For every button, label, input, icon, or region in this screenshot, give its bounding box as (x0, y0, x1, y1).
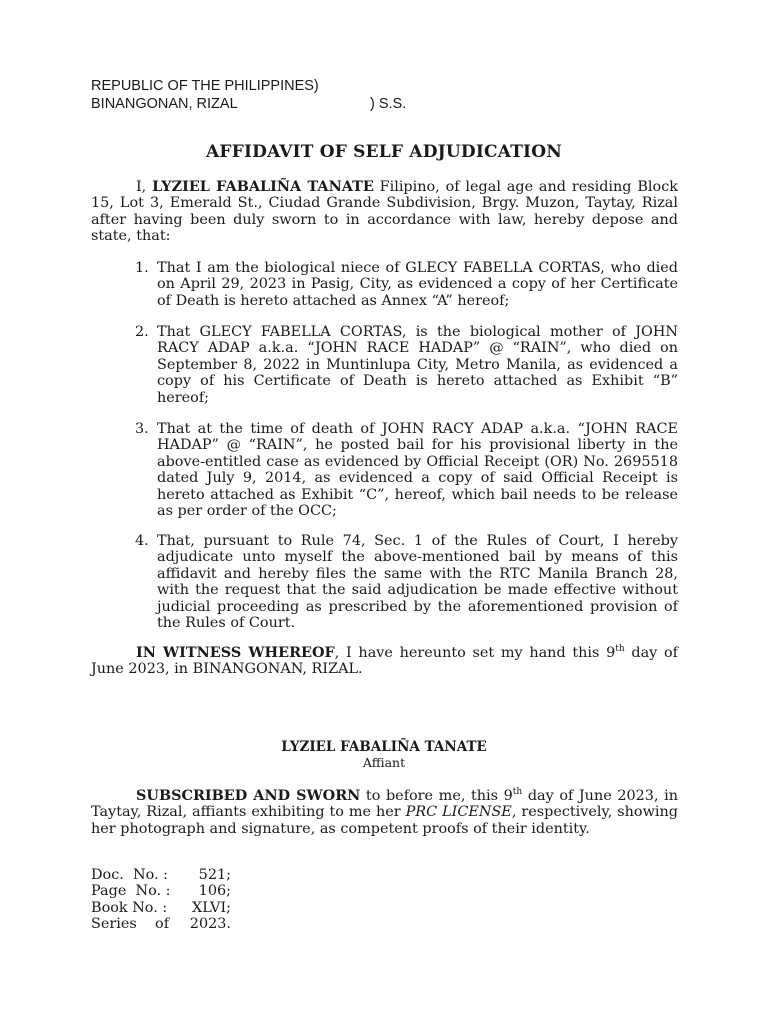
list-item-number: 3. (135, 421, 149, 437)
witness-paragraph (91, 645, 678, 678)
notary-row-series (91, 916, 241, 932)
intro-paragraph (91, 179, 678, 245)
jurat-paragraph (91, 788, 678, 837)
affiant-name: LYZIEL FABALIÑA TANATE (281, 739, 487, 755)
notary-label: Doc. No. : (91, 867, 168, 883)
signature-block (0, 739, 768, 771)
list-item-text: That at the time of death of JOHN RACY ADAP a.k.a. “JOHN RACE HADAP” @ “RAIN”, he posted bail for his provisional liberty in the above-entitled case as evidenced by Official Receipt (OR) No. 2695518 dated July 9, 2014, as evidenced a copy of said Official Receipt is hereto attached as Exhibit “C”, hereof, which bail needs to be release as per order of the OCC; (157, 421, 678, 520)
document-title: AFFIDAVIT OF SELF ADJUDICATION (206, 142, 562, 162)
notary-row-doc (91, 867, 241, 883)
notary-value: XLVI; (191, 899, 231, 916)
venue-block (91, 77, 407, 113)
notary-value: 521; (198, 867, 231, 883)
list-item (135, 421, 678, 519)
notary-row-book (91, 900, 241, 916)
jurat-ordinal: th (512, 787, 523, 798)
notary-label: Book No. : (91, 899, 168, 916)
jurat-text-1: to before me, this 9 (360, 788, 513, 804)
jurat-text-2: day of June 2023, in Taytay, Rizal, affiants exhibiting to me her (91, 788, 678, 821)
list-item (135, 260, 678, 309)
list-item (135, 533, 678, 631)
list-item-text: That I am the biological niece of GLECY FABELLA CORTAS, who died on April 29, 2023 in Pasig, City, as evidenced a copy of her Certificate of Death is hereto attached as Annex “A” hereof; (157, 260, 678, 309)
notarial-register (91, 867, 241, 933)
list-item-text: That GLECY FABELLA CORTAS, is the biological mother of JOHN RACY ADAP a.k.a. “JOHN RACE HADAP” @ “RAIN”, who died on September 8, 2022 in Muntinlupa City, Metro Manila, as evidenced a copy of his Certificate of Death is hereto attached as Exhibit “B” hereof; (157, 324, 678, 406)
notary-label: Series of (91, 916, 170, 933)
notary-row-page (91, 883, 241, 899)
witness-text-1: , I have hereunto set my hand this 9 (334, 645, 616, 661)
intro-text: Filipino, of legal age and residing Block 15, Lot 3, Emerald St., Ciudad Grande Subdivision, Brgy. Muzon, Taytay, Rizal after having been duly sworn to in accordance with law, hereby depose and state, that: (91, 179, 678, 245)
venue-republic: REPUBLIC OF THE PHILIPPINES) (91, 78, 319, 94)
list-item-number: 2. (135, 324, 149, 340)
venue-municipality: BINANGONAN, RIZAL (91, 96, 238, 112)
affiant-role: Affiant (362, 755, 406, 771)
list-item-text: That, pursuant to Rule 74, Sec. 1 of the Rules of Court, I hereby adjudicate unto myself the above-mentioned bail by means of this affidavit and hereby files the same with the RTC Manila Branch 28, with the request that the said adjudication be made effective without judicial proceeding as prescribed by the aforementioned provision of the Rules of Court. (157, 533, 678, 632)
affiant-name-inline: LYZIEL FABALIÑA TANATE (152, 178, 374, 195)
jurat-text-3: , respectively, showing her photograph and signature, as competent proofs of their identity. (91, 804, 678, 837)
notary-value: 106; (198, 883, 231, 900)
list-item (135, 324, 678, 406)
jurat-heading: SUBSCRIBED AND SWORN (136, 787, 361, 804)
witness-heading: IN WITNESS WHEREOF (136, 644, 335, 661)
notary-value: 2023. (189, 916, 231, 933)
notary-label: Page No. : (91, 883, 171, 900)
list-item-number: 1. (135, 260, 149, 276)
list-item-number: 4. (135, 533, 149, 549)
jurat-id-type: PRC LICENSE (405, 804, 512, 821)
witness-ordinal: th (615, 644, 625, 655)
witness-text-2: day of June 2023, in BINANGONAN, RIZAL. (91, 645, 678, 678)
intro-prefix: I, (136, 179, 153, 195)
venue-ss: ) S.S. (370, 96, 407, 112)
